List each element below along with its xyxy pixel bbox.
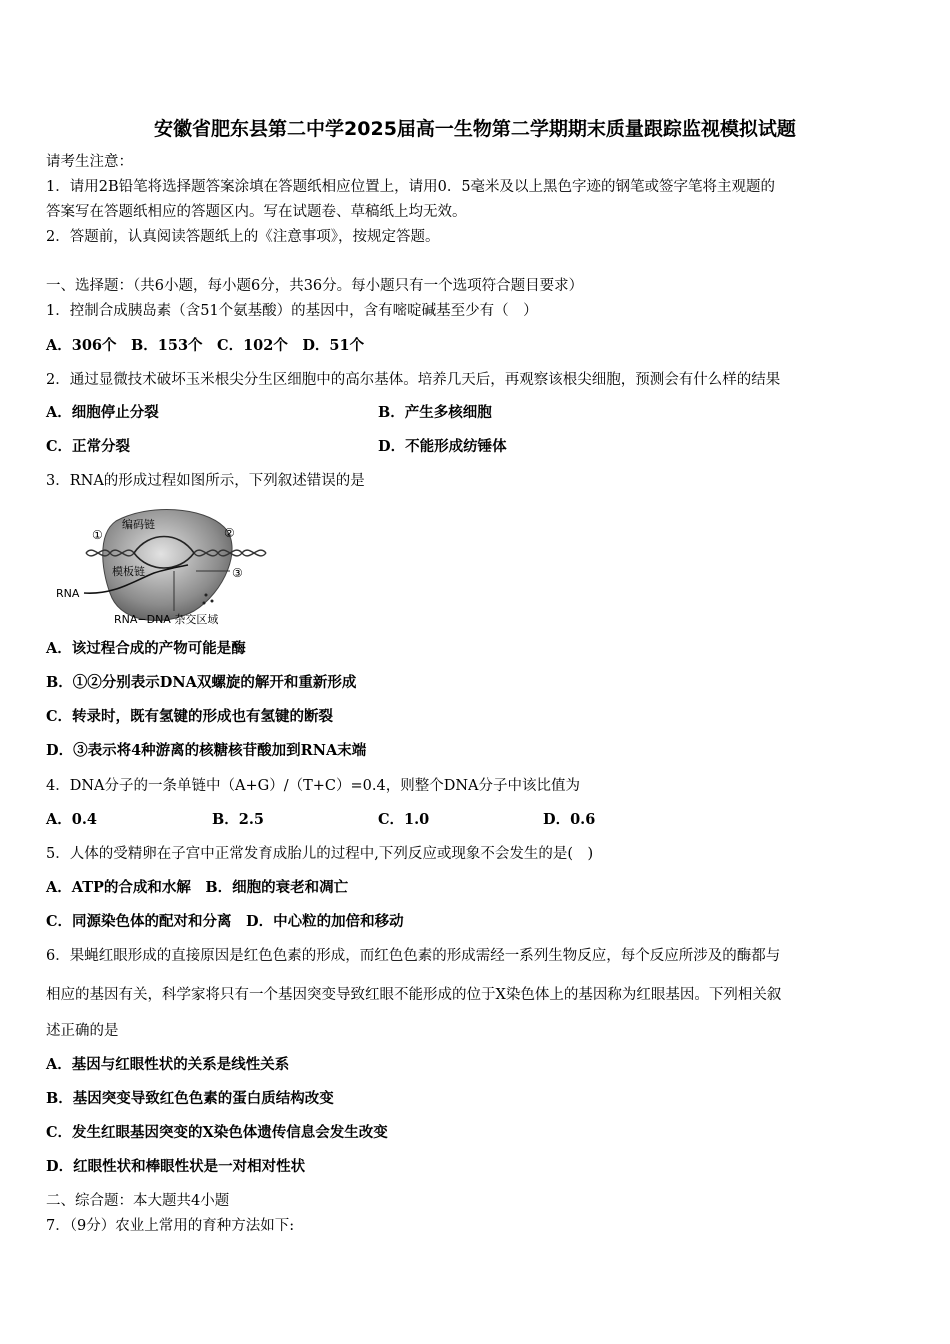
q3-option-c: C．转录时，既有氢键的形成也有氢键的断裂: [46, 708, 334, 725]
q2-option-d: D．不能形成纺锤体: [378, 438, 507, 455]
q6-option-b: B．基因突变导致红色色素的蛋白质结构改变: [46, 1090, 334, 1107]
q6-option-c: C．发生红眼基因突变的X染色体遗传信息会发生改变: [46, 1124, 388, 1141]
q6-option-d: D．红眼性状和棒眼性状是一对相对性状: [46, 1158, 306, 1175]
label-hybrid-region: RNA−DNA 杂交区域: [114, 613, 219, 626]
q3-stem: 3．RNA的形成过程如图所示，下列叙述错误的是: [46, 473, 365, 489]
nucleotide-dot: [203, 602, 206, 605]
q6-stem-line-2: 相应的基因有关，科学家将只有一个基因突变导致红眼不能形成的位于X染色体上的基因称为红眼基因。下列相关叙: [46, 987, 782, 1003]
marker-3: ③: [232, 566, 243, 580]
q1-stem: 1．控制合成胰岛素（含51个氨基酸）的基因中，含有嘧啶碱基至少有（ ）: [46, 303, 538, 319]
notice-line-1: 1．请用2B铅笔将选择题答案涂填在答题纸相应位置上，请用0．5毫米及以上黑色字迹的钢笔或签字笔将主观题的: [46, 179, 776, 195]
q4-option-c: C．1.0: [378, 811, 430, 828]
q4-option-b: B．2.5: [212, 811, 264, 828]
q3-option-b: B．①②分别表示DNA双螺旋的解开和重新形成: [46, 674, 357, 691]
page-title: 安徽省肥东县第二中学2025届高一生物第二学期期末质量跟踪监视模拟试题: [154, 118, 796, 140]
q4-option-a: A．0.4: [46, 811, 97, 828]
q4-stem: 4．DNA分子的一条单链中（A+G）/（T+C）=0.4，则整个DNA分子中该比值为: [46, 778, 581, 794]
q1-options: A．306个 B．153个 C．102个 D．51个: [46, 337, 365, 354]
q2-option-b: B．产生多核细胞: [378, 404, 492, 421]
q2-option-c: C．正常分裂: [46, 438, 131, 455]
q7-stem: 7．（9分）农业上常用的育种方法如下:: [46, 1218, 295, 1234]
q2-option-a: A．细胞停止分裂: [46, 404, 159, 421]
marker-1: ①: [92, 528, 103, 542]
q2-stem: 2．通过显微技术破坏玉米根尖分生区细胞中的高尔基体。培养几天后，再观察该根尖细胞，预测会有什么样的结果: [46, 372, 781, 388]
q5-stem: 5．人体的受精卵在子宫中正常发育成胎儿的过程中,下列反应或现象不会发生的是( ): [46, 846, 594, 862]
q5-options-cd: C．同源染色体的配对和分离 D．中心粒的加倍和移动: [46, 913, 404, 930]
label-rna: RNA: [56, 587, 80, 600]
q6-option-a: A．基因与红眼性状的关系是线性关系: [46, 1056, 290, 1073]
section-2-heading: 二、综合题：本大题共4小题: [46, 1193, 230, 1209]
notice-line-2: 答案写在答题纸相应的答题区内。写在试题卷、草稿纸上均无效。: [46, 204, 467, 220]
q3-option-a: A．该过程合成的产物可能是酶: [46, 640, 246, 657]
q5-options-ab: A．ATP的合成和水解 B．细胞的衰老和凋亡: [46, 879, 349, 896]
q4-option-d: D．0.6: [543, 811, 596, 828]
section-1-heading: 一、选择题：（共6小题，每小题6分，共36分。每小题只有一个选项符合题目要求）: [46, 278, 584, 294]
transcription-figure: [54, 503, 284, 633]
marker-2: ②: [224, 526, 235, 540]
nucleotide-dot: [205, 594, 208, 597]
q3-option-d: D．③表示将4种游离的核糖核苷酸加到RNA末端: [46, 742, 367, 759]
label-template-strand: 模板链: [112, 565, 145, 578]
label-coding-strand: 编码链: [122, 518, 155, 531]
nucleotide-dot: [211, 600, 214, 603]
q6-stem-line-1: 6．果蝇红眼形成的直接原因是红色色素的形成，而红色色素的形成需经一系列生物反应，每个反应所涉及的酶都与: [46, 948, 781, 964]
q6-stem-line-3: 述正确的是: [46, 1023, 119, 1039]
notice-heading: 请考生注意：: [46, 154, 133, 170]
notice-line-3: 2．答题前，认真阅读答题纸上的《注意事项》，按规定答题。: [46, 229, 440, 245]
transcription-diagram: [54, 503, 284, 633]
